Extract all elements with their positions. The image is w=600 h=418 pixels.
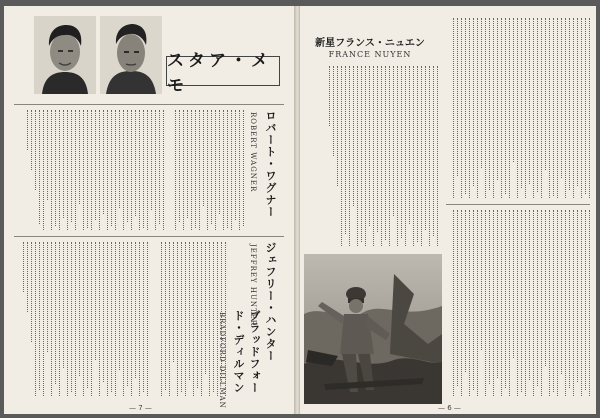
entry-name-ja-2: ジェフリー・ハンター <box>264 242 277 362</box>
entry-name-en-1: ROBERT WAGNER <box>249 112 257 193</box>
actor-portrait-1 <box>34 16 96 94</box>
article-text-lower <box>446 210 590 396</box>
entry-name-ja-1: ロバート・ワグナー <box>264 110 277 218</box>
entry-text-1 <box>168 110 244 230</box>
article-divider <box>446 204 590 205</box>
new-star-title: 新星フランス・ニュエン <box>315 38 425 49</box>
war-scene-photo <box>304 254 442 404</box>
entry-text-3 <box>14 242 148 396</box>
section-title: スタア・メモ <box>167 51 272 96</box>
page-number-left: — 7 — <box>129 404 152 412</box>
entry-text-1-continued <box>14 110 164 230</box>
article-text-upper <box>446 18 590 198</box>
entry-divider-1 <box>14 236 284 237</box>
right-page <box>300 6 596 414</box>
new-star-text <box>310 66 438 246</box>
new-star-name-en: FRANCE NUYEN <box>328 50 412 59</box>
page-number-right: — 6 — <box>438 404 461 412</box>
left-page <box>4 6 294 414</box>
header-rule <box>14 104 284 105</box>
entry-name-en-2: JEFFREY HUNTER <box>249 244 257 327</box>
section-title-box <box>166 51 280 96</box>
actor-portrait-2 <box>100 16 162 94</box>
entry-name-en-3: BRADFORD DILLMAN <box>218 312 226 409</box>
entry-text-2 <box>154 242 226 396</box>
entry-name-ja-3: ブラッドフォード・ディルマン <box>232 310 261 394</box>
